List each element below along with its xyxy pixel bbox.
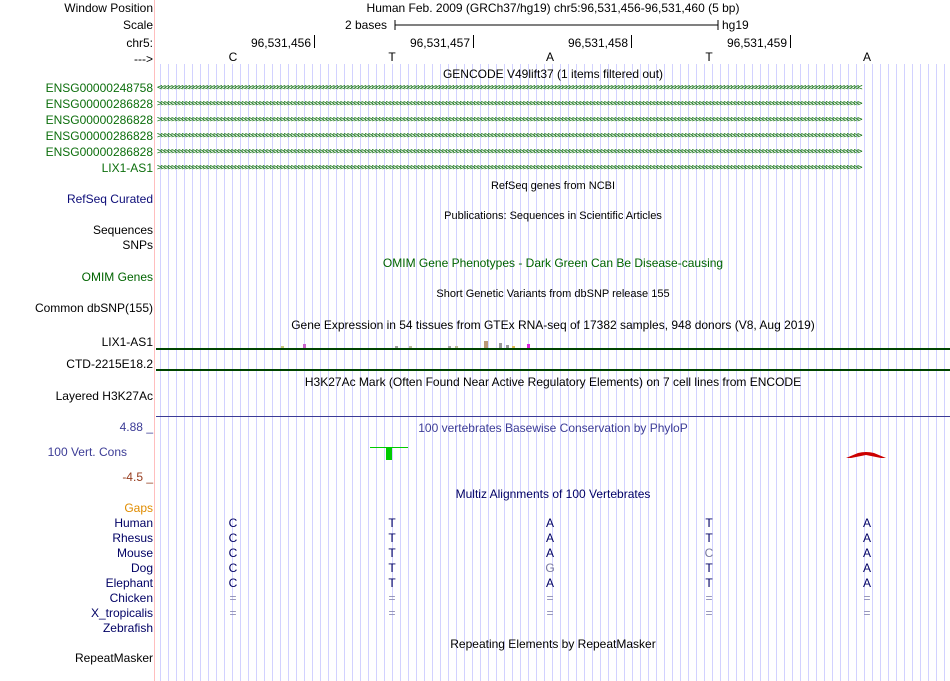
gencode-gene-feature[interactable]: >>>>>>>>>>>>>>>>>>>>>>>>>>>>>>>>>>>>>>>>>>>>>>>>>>>>>>>>>>>>>>>>>>>>>>>>>>>>>>>>>>>>>>>>>>>>>>>>>>>>>>>>>>>>>>>>>>>>>>>>>>>>>>>>>>>>>>>>>>>>>>>>>>>>>>>>>>>>>>>>>>>>>>>>>>>>>>>>>>>>>>>>>>>>>>>>>>>>>>>>	[157, 99, 861, 109]
position-tick	[473, 35, 474, 48]
alignment-base: T	[388, 576, 396, 590]
phylop-max-label: 4.88 _	[119, 420, 153, 434]
alignment-base: A	[862, 531, 871, 545]
reference-base: T	[388, 50, 396, 64]
gtex-gene-lix1-as1[interactable]: LIX1-AS1	[101, 335, 153, 349]
species-label[interactable]: Human	[114, 516, 153, 530]
alignment-base: T	[388, 561, 396, 575]
gencode-title: GENCODE V49lift37 (1 items filtered out)	[442, 67, 664, 81]
alignment-base: C	[704, 546, 714, 560]
reference-base: A	[545, 50, 554, 64]
species-label[interactable]: Rhesus	[112, 531, 153, 545]
gtex-gene-ctd-2215e18-2[interactable]: CTD-2215E18.2	[66, 357, 153, 371]
alignment-base: A	[545, 576, 554, 590]
chr-label: chr5:	[126, 36, 153, 50]
gtex-expression-track[interactable]	[156, 336, 950, 374]
species-label[interactable]: Zebrafish	[102, 621, 153, 635]
h3k27ac-label[interactable]: Layered H3K27Ac	[55, 389, 153, 403]
alignment-base: C	[228, 546, 238, 560]
gencode-gene-label[interactable]: ENSG00000286828	[45, 113, 153, 127]
gencode-gene-label[interactable]: LIX1-AS1	[101, 161, 153, 175]
species-label[interactable]: Chicken	[109, 591, 153, 605]
gencode-gene-feature[interactable]: >>>>>>>>>>>>>>>>>>>>>>>>>>>>>>>>>>>>>>>>>>>>>>>>>>>>>>>>>>>>>>>>>>>>>>>>>>>>>>>>>>>>>>>>>>>>>>>>>>>>>>>>>>>>>>>>>>>>>>>>>>>>>>>>>>>>>>>>>>>>>>>>>>>>>>>>>>>>>>>>>>>>>>>>>>>>>>>>>>>>>>>>>>>>>>>>>>>>>>>>	[157, 115, 861, 125]
scale-value: 2 bases	[345, 18, 388, 32]
multiz-title: Multiz Alignments of 100 Vertebrates	[455, 487, 651, 501]
position-tick	[790, 35, 791, 48]
alignment-base: C	[228, 516, 238, 530]
alignment-base: A	[545, 546, 554, 560]
reference-base: T	[705, 50, 713, 64]
dbsnp-title: Short Genetic Variants from dbSNP release 155	[436, 288, 670, 300]
species-label[interactable]: X_tropicalis	[90, 606, 153, 620]
position-label: 96,531,459	[726, 36, 787, 50]
alignment-base: T	[388, 546, 396, 560]
alignment-base: =	[863, 591, 871, 605]
alignment-base: =	[229, 606, 237, 620]
gencode-gene-label[interactable]: ENSG00000286828	[45, 129, 153, 143]
snps-label[interactable]: SNPs	[122, 238, 153, 252]
omim-genes-label[interactable]: OMIM Genes	[81, 270, 153, 284]
gencode-gene-feature[interactable]: <<<<<<<<<<<<<<<<<<<<<<<<<<<<<<<<<<<<<<<<<<<<<<<<<<<<<<<<<<<<<<<<<<<<<<<<<<<<<<<<<<<<<<<<<<<<<<<<<<<<<<<<<<<<<<<<<<<<<<<<<<<<<<<<<<<<<<<<<<<<<<<<<<<<<<<<<<<<<<<<<<<<<<<<<<<<<<<<<<<<<<<<<<<<<<<<<<<<<<<<	[157, 83, 861, 93]
alignment-base: T	[705, 576, 713, 590]
alignment-base: =	[388, 591, 396, 605]
window-position-label: Window Position	[64, 1, 153, 15]
position-tick	[314, 35, 315, 48]
phylop-title: 100 vertebrates Basewise Conservation by PhyloP	[418, 421, 688, 435]
alignment-base: A	[862, 561, 871, 575]
gencode-gene-label[interactable]: ENSG00000248758	[45, 81, 153, 95]
alignment-base: A	[862, 576, 871, 590]
scale-bar	[394, 17, 720, 33]
species-label[interactable]: Elephant	[105, 576, 153, 590]
alignment-base: A	[862, 516, 871, 530]
alignment-base: =	[229, 591, 237, 605]
alignment-base: A	[862, 546, 871, 560]
gencode-gene-label[interactable]: ENSG00000286828	[45, 145, 153, 159]
alignment-base: =	[863, 606, 871, 620]
repeatmasker-title: Repeating Elements by RepeatMasker	[450, 637, 656, 651]
position-label: 96,531,458	[567, 36, 628, 50]
window-position-value: Human Feb. 2009 (GRCh37/hg19) chr5:96,531,456-96,531,460 (5 bp)	[366, 1, 740, 15]
phylop-label[interactable]: 100 Vert. Cons	[47, 445, 127, 459]
strand-label: --->	[134, 52, 153, 66]
alignment-base: =	[546, 591, 554, 605]
species-label[interactable]: Dog	[130, 561, 153, 575]
alignment-base: C	[228, 531, 238, 545]
alignment-base: G	[545, 561, 555, 575]
alignment-base: =	[705, 606, 713, 620]
reference-base: C	[228, 50, 238, 64]
reference-base: A	[862, 50, 871, 64]
position-tick	[631, 35, 632, 48]
phylop-min-label: -4.5 _	[122, 470, 153, 484]
scale-assembly: hg19	[722, 18, 749, 32]
alignment-base: A	[545, 531, 554, 545]
gtex-title: Gene Expression in 54 tissues from GTEx RNA-seq of 17382 samples, 948 donors (V8, Aug 2019)	[291, 318, 815, 332]
alignment-base: =	[388, 606, 396, 620]
h3k27ac-title: H3K27Ac Mark (Often Found Near Active Regulatory Elements) on 7 cell lines from ENCODE	[304, 375, 802, 389]
phylop-track[interactable]	[156, 440, 950, 470]
gencode-gene-feature[interactable]: >>>>>>>>>>>>>>>>>>>>>>>>>>>>>>>>>>>>>>>>>>>>>>>>>>>>>>>>>>>>>>>>>>>>>>>>>>>>>>>>>>>>>>>>>>>>>>>>>>>>>>>>>>>>>>>>>>>>>>>>>>>>>>>>>>>>>>>>>>>>>>>>>>>>>>>>>>>>>>>>>>>>>>>>>>>>>>>>>>>>>>>>>>>>>>>>>>>>>>>>	[157, 131, 861, 141]
alignment-base: C	[228, 561, 238, 575]
alignment-base: T	[388, 516, 396, 530]
species-label[interactable]: Mouse	[116, 546, 153, 560]
omim-title: OMIM Gene Phenotypes - Dark Green Can Be Disease-causing	[382, 256, 724, 270]
publications-title: Publications: Sequences in Scientific Articles	[444, 210, 662, 222]
position-label: 96,531,457	[409, 36, 470, 50]
alignment-base: A	[545, 516, 554, 530]
alignment-base: T	[705, 561, 713, 575]
sequences-label[interactable]: Sequences	[92, 223, 153, 237]
alignment-base: =	[705, 591, 713, 605]
alignment-base: T	[705, 516, 713, 530]
position-label: 96,531,456	[250, 36, 311, 50]
alignment-base: T	[388, 531, 396, 545]
alignment-base: =	[546, 606, 554, 620]
repeatmasker-label[interactable]: RepeatMasker	[74, 651, 153, 665]
dbsnp-label[interactable]: Common dbSNP(155)	[34, 301, 153, 315]
gencode-gene-label[interactable]: ENSG00000286828	[45, 97, 153, 111]
scale-label: Scale	[122, 18, 153, 32]
gencode-gene-feature[interactable]: >>>>>>>>>>>>>>>>>>>>>>>>>>>>>>>>>>>>>>>>>>>>>>>>>>>>>>>>>>>>>>>>>>>>>>>>>>>>>>>>>>>>>>>>>>>>>>>>>>>>>>>>>>>>>>>>>>>>>>>>>>>>>>>>>>>>>>>>>>>>>>>>>>>>>>>>>>>>>>>>>>>>>>>>>>>>>>>>>>>>>>>>>>>>>>>>>>>>>>>>	[157, 163, 861, 173]
h3k27ac-baseline	[156, 416, 950, 417]
gencode-gene-feature[interactable]: >>>>>>>>>>>>>>>>>>>>>>>>>>>>>>>>>>>>>>>>>>>>>>>>>>>>>>>>>>>>>>>>>>>>>>>>>>>>>>>>>>>>>>>>>>>>>>>>>>>>>>>>>>>>>>>>>>>>>>>>>>>>>>>>>>>>>>>>>>>>>>>>>>>>>>>>>>>>>>>>>>>>>>>>>>>>>>>>>>>>>>>>>>>>>>>>>>>>>>>>	[157, 147, 861, 157]
refseq-title: RefSeq genes from NCBI	[490, 180, 616, 192]
refseq-curated-label[interactable]: RefSeq Curated	[66, 192, 153, 206]
gaps-label[interactable]: Gaps	[124, 501, 153, 515]
alignment-base: T	[705, 531, 713, 545]
alignment-base: C	[228, 576, 238, 590]
